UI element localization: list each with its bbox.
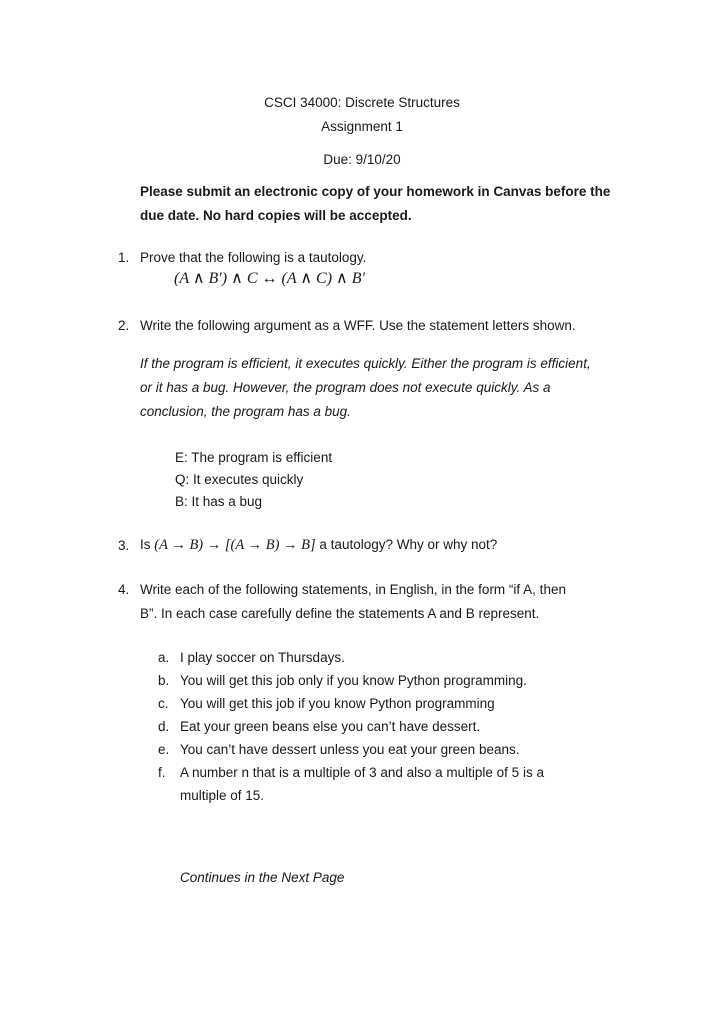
q1-number: 1.	[118, 250, 130, 265]
q1-text: Prove that the following is a tautology.	[140, 250, 367, 265]
q2-argument-line-1: If the program is efficient, it executes quickly. Either the program is efficient,	[140, 356, 591, 371]
continues-note: Continues in the Next Page	[180, 870, 345, 885]
q3-formula: (A → B) → [(A → B) → B]	[154, 537, 316, 553]
q2-argument-line-2: or it has a bug. However, the program does not execute quickly. As a	[140, 380, 551, 395]
q4b-text: You will get this job only if you know Python programming.	[180, 673, 527, 688]
q4d-label: d.	[158, 719, 170, 734]
due-date: Due: 9/10/20	[323, 152, 401, 167]
q4d-text: Eat your green beans else you can’t have dessert.	[180, 719, 481, 734]
q4a-label: a.	[158, 650, 170, 665]
q4c-text: You will get this job if you know Python programming	[180, 696, 495, 711]
q2-argument-line-3: conclusion, the program has a bug.	[140, 404, 351, 419]
q3-prefix: Is	[140, 537, 151, 552]
q4b-label: b.	[158, 673, 170, 688]
q4-number: 4.	[118, 582, 130, 597]
q4e-text: You can’t have dessert unless you eat your green beans.	[180, 742, 520, 757]
q4-text-line-2: B”. In each case carefully define the statements A and B represent.	[140, 606, 540, 621]
q3-suffix: a tautology? Why or why not?	[319, 537, 498, 552]
q4e-label: e.	[158, 742, 170, 757]
q3-number: 3.	[118, 538, 130, 553]
q3-text	[140, 537, 497, 554]
q2-number: 2.	[118, 318, 130, 333]
q4f-text: A number n that is a multiple of 3 and also a multiple of 5 is a	[180, 765, 544, 780]
assignment-title: Assignment 1	[321, 119, 403, 134]
q4c-label: c.	[158, 696, 169, 711]
q2-letter-e: E: The program is efficient	[175, 450, 333, 465]
q1-formula: (A ∧ B′) ∧ C ↔ (A ∧ C) ∧ B′	[174, 270, 366, 287]
notice-line-1: Please submit an electronic copy of your homework in Canvas before the	[140, 184, 611, 199]
q4f-label: f.	[158, 765, 166, 780]
q4f-text-cont: multiple of 15.	[180, 788, 265, 803]
q4a-text: I play soccer on Thursdays.	[180, 650, 345, 665]
q4-text-line-1: Write each of the following statements, in English, in the form “if A, then	[140, 582, 566, 597]
q2-letter-q: Q: It executes quickly	[175, 472, 304, 487]
q2-letter-b: B: It has a bug	[175, 494, 263, 509]
q2-text: Write the following argument as a WFF. Use the statement letters shown.	[140, 318, 576, 333]
course-title: CSCI 34000: Discrete Structures	[264, 95, 460, 110]
notice-line-2: due date. No hard copies will be accepted.	[140, 208, 412, 223]
